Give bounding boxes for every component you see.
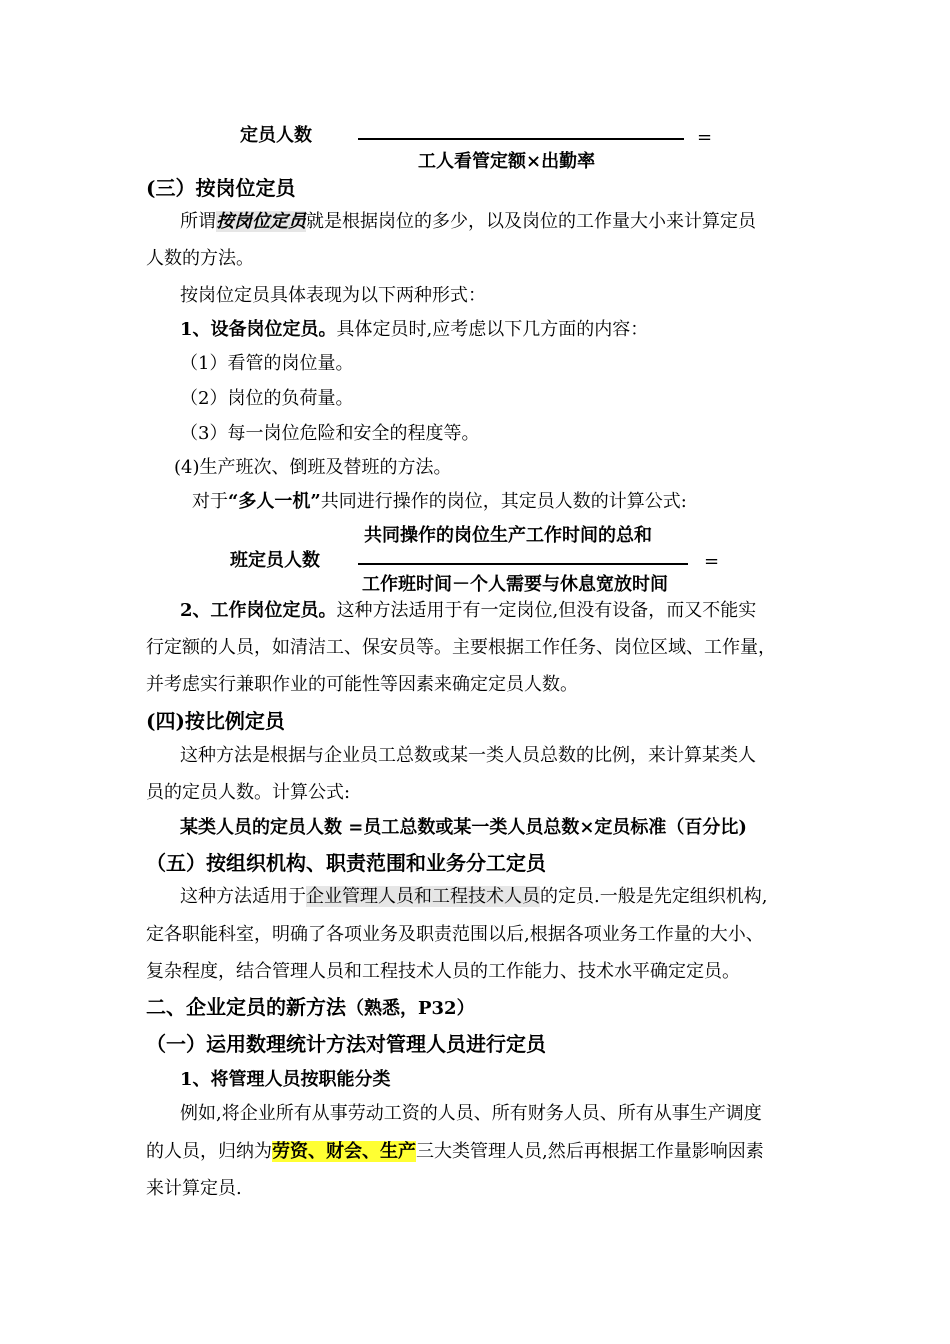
- part2-heading-note: （熟悉，P32）: [346, 998, 475, 1019]
- sec3-list-item-1: （1）看管的岗位量。: [180, 353, 354, 374]
- formula2-fraction-bar: [358, 563, 688, 565]
- formula2-numerator: 共同操作的岗位生产工作时间的总和: [364, 525, 652, 546]
- sec3-intro-line2: 人数的方法。: [146, 248, 254, 269]
- formula1-denominator: 工人看管定额×出勤率: [418, 151, 596, 172]
- sec3-item1: [180, 320, 648, 340]
- part2-highlight: 劳资、财会、生产: [272, 1141, 416, 1162]
- sec5-highlight: 企业管理人员和工程技术人员: [306, 886, 540, 907]
- item2-line3: 并考虑实行兼职作业的可能性等因素来确定定员人数。: [146, 674, 578, 695]
- sec5-line1: [180, 887, 767, 907]
- part2-sub1-item: 1、将管理人员按职能分类: [180, 1069, 391, 1090]
- sec5-heading: （五）按组织机构、职责范围和业务分工定员: [146, 851, 546, 875]
- part2-heading: 二、企业定员的新方法: [146, 995, 346, 1019]
- item2-line1: [180, 601, 756, 621]
- part2-line1: 例如,将企业所有从事劳动工资的人员、所有财务人员、所有从事生产调度: [180, 1103, 762, 1124]
- sec4-line2: 员的定员人数。计算公式:: [146, 782, 351, 803]
- sec3-intro2: 按岗位定员具体表现为以下两种形式：: [180, 285, 486, 306]
- sec5-line1-prefix: 这种方法适用于: [180, 886, 306, 907]
- sec3-item1-title: 1、设备岗位定员。: [180, 319, 337, 340]
- part2-line2-prefix: 的人员，归纳为: [146, 1141, 272, 1162]
- sec3-multi-prefix: 对于: [192, 491, 228, 512]
- sec3-multi-term: “多人一机”: [228, 491, 321, 512]
- part2-line2-rest: 三大类管理人员,然后再根据工作量影响因素: [416, 1141, 764, 1162]
- sec5-line3: 复杂程度，结合管理人员和工程技术人员的工作能力、技术水平确定定员。: [146, 961, 740, 982]
- item2-title: 2、工作岗位定员。: [180, 600, 337, 621]
- part2-line2: [146, 1142, 764, 1162]
- item2-line2: 行定额的人员，如清洁工、保安员等。主要根据工作任务、岗位区域、工作量，: [146, 637, 776, 658]
- formula1-fraction-bar: [358, 138, 684, 140]
- formula2-left: 班定员人数: [230, 550, 320, 571]
- sec3-intro-line1: [180, 212, 756, 232]
- sec3-multi-machine: [192, 492, 687, 512]
- sec4-line1: 这种方法是根据与企业员工总数或某一类人员总数的比例，来计算某类人: [180, 745, 756, 766]
- sec3-intro-term: 按岗位定员: [216, 211, 306, 232]
- formula2-denominator: 工作班时间－个人需要与休息宽放时间: [362, 574, 668, 595]
- sec4-heading: (四)按比例定员: [146, 709, 285, 733]
- sec3-intro-rest: 就是根据岗位的多少，以及岗位的工作量大小来计算定员: [306, 211, 756, 232]
- formula2-equals: =: [704, 551, 720, 572]
- part2-line3: 来计算定员.: [146, 1178, 242, 1199]
- sec5-line1-rest: 的定员.一般是先定组织机构,: [540, 886, 768, 907]
- part2-heading-line: [146, 996, 475, 1019]
- formula1-equals: =: [697, 127, 713, 148]
- sec5-line2: 定各职能科室，明确了各项业务及职责范围以后,根据各项业务工作量的大小、: [146, 924, 764, 945]
- sec3-intro-prefix: 所谓: [180, 211, 216, 232]
- formula1-left: 定员人数: [240, 125, 312, 146]
- part2-sub1-heading: （一）运用数理统计方法对管理人员进行定员: [146, 1032, 546, 1056]
- sec3-list-item-4: (4)生产班次、倒班及替班的方法。: [174, 457, 452, 478]
- item2-text: 这种方法适用于有一定岗位,但没有设备，而又不能实: [336, 600, 757, 621]
- sec3-list-item-3: （3）每一岗位危险和安全的程度等。: [180, 423, 480, 444]
- sec3-item1-text: 具体定员时,应考虑以下几方面的内容：: [336, 319, 649, 340]
- sec3-list-item-2: （2）岗位的负荷量。: [180, 388, 354, 409]
- sec3-multi-rest: 共同进行操作的岗位，其定员人数的计算公式:: [320, 491, 687, 512]
- sec3-heading: (三）按岗位定员: [146, 176, 296, 200]
- sec4-formula: 某类人员的定员人数 =员工总数或某一类人员总数×定员标准（百分比): [180, 817, 747, 838]
